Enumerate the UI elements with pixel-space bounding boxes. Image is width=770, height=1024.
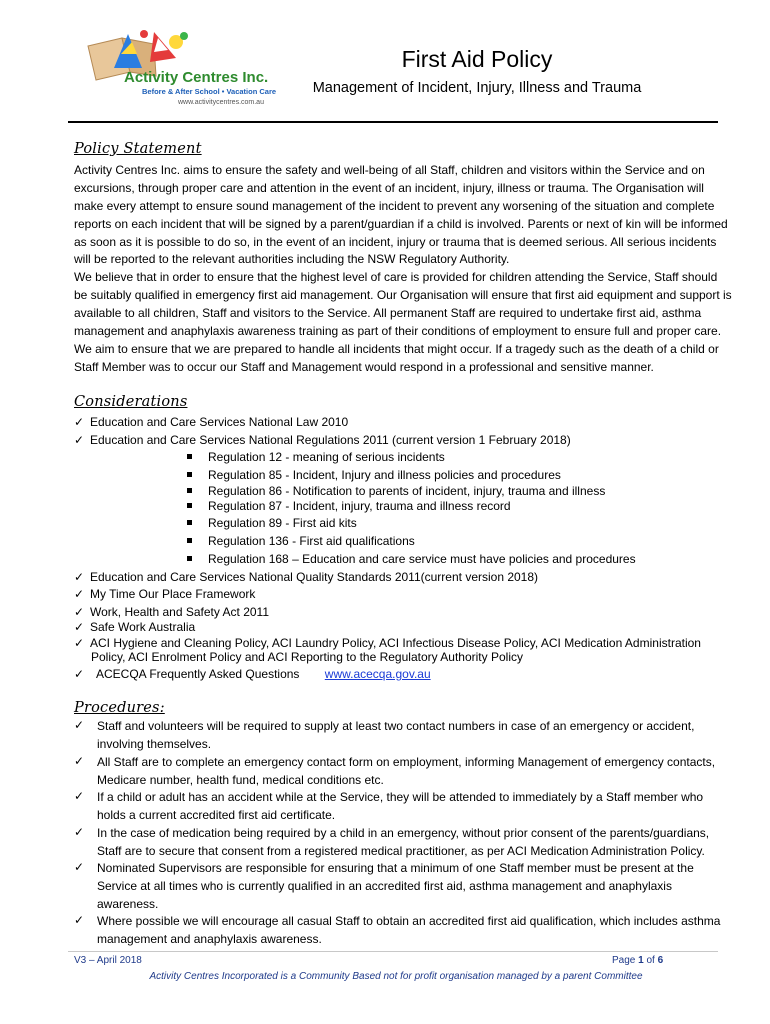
regulation-item: Regulation 89 - First aid kits bbox=[187, 516, 357, 530]
regulation-item: Regulation 12 - meaning of serious incidents bbox=[187, 450, 445, 464]
policy-line: We aim to ensure that we are prepared to handle all incidents that might occur. If a tragedy such as the death of a child or bbox=[74, 341, 719, 356]
policy-statement-body bbox=[74, 162, 732, 377]
footer-note: Activity Centres Incorporated is a Community Based not for profit organisation managed by a parent Committee bbox=[149, 971, 643, 982]
procedures-heading: Procedures: bbox=[74, 700, 165, 716]
header-divider bbox=[68, 121, 718, 123]
checkmark-icon: ✓ bbox=[74, 667, 85, 681]
regulation-item: Regulation 168 – Education and care service must have policies and procedures bbox=[187, 552, 636, 566]
logo-tagline: Before & After School • Vacation Care bbox=[142, 87, 277, 96]
logo-url: www.activitycentres.com.au bbox=[178, 99, 264, 106]
list-item: ✓ Education and Care Services National Regulations 2011 (current version 1 February 2018) bbox=[74, 433, 571, 447]
policy-line: Staff Member was to occur our Staff and Management would respond in a professional and sensitive manner. bbox=[74, 359, 654, 374]
square-bullet-icon bbox=[187, 488, 192, 493]
policy-line: as soon as it is possible to do so, in the event of an incident, injury or trauma that is deemed serious. All serious incidents bbox=[74, 234, 717, 249]
checkmark-icon: ✓ bbox=[74, 718, 85, 732]
policy-line: management and anaphylaxis awareness training as part of their conditions of employment to ensure full and proper care. bbox=[74, 324, 722, 339]
checkmark-icon: ✓ bbox=[74, 860, 85, 874]
checkmark-icon: ✓ bbox=[74, 825, 85, 839]
checkmark-icon: ✓ bbox=[74, 754, 85, 768]
regulation-item: Regulation 85 - Incident, Injury and illness policies and procedures bbox=[187, 468, 561, 482]
list-item-aci-policies: ✓ ACI Hygiene and Cleaning Policy, ACI Laundry Policy, ACI Infectious Disease Policy, ACI Medication Administration Policy, ACI Enrolment Policy and ACI Reporting to the Regulatory Authority Policy bbox=[74, 636, 701, 664]
list-item: ✓ Work, Health and Safety Act 2011 bbox=[74, 605, 269, 619]
regulation-item: Regulation 136 - First aid qualifications bbox=[187, 534, 415, 548]
square-bullet-icon bbox=[187, 454, 192, 459]
company-logo bbox=[84, 28, 280, 110]
checkmark-icon: ✓ bbox=[74, 570, 85, 584]
acecqa-link[interactable]: www.acecqa.gov.au bbox=[324, 667, 431, 681]
logo-name: Activity Centres Inc. bbox=[124, 69, 269, 86]
list-item: ✓ Education and Care Services National Law 2010 bbox=[74, 415, 349, 429]
policy-line: available to all children, Staff and visitors to the Service. All permanent Staff are required to undertake first aid, asthma bbox=[74, 306, 702, 321]
checkmark-icon: ✓ bbox=[74, 789, 85, 803]
checkmark-icon: ✓ bbox=[74, 587, 85, 601]
regulation-item: Regulation 86 - Notification to parents of incident, injury, trauma and illness bbox=[187, 484, 605, 498]
page-subtitle: Management of Incident, Injury, Illness and Trauma bbox=[312, 80, 642, 96]
logo-box-clown-icon bbox=[84, 28, 280, 110]
square-bullet-icon bbox=[187, 520, 192, 525]
checkmark-icon: ✓ bbox=[74, 636, 85, 650]
footer-version: V3 – April 2018 bbox=[74, 955, 142, 966]
square-bullet-icon bbox=[187, 472, 192, 477]
list-item: ✓ Safe Work Australia bbox=[74, 620, 196, 634]
policy-line: Activity Centres Inc. aims to ensure the safety and well-being of all Staff, children and visitors within the Service and on bbox=[74, 163, 705, 177]
list-item-acecqa: ✓ ACECQA Frequently Asked Questions www.acecqa.gov.au bbox=[74, 667, 431, 681]
policy-line: be suitably qualified in emergency first aid management. Our Organisation will ensure that first aid equipment and support is bbox=[74, 288, 732, 303]
policy-line: reports on each incident that will be signed by a parent/guardian if a child is involved. Parents or next of kin will be informed bbox=[74, 216, 728, 231]
page-title: First Aid Policy bbox=[401, 46, 553, 72]
list-item: ✓ Education and Care Services National Quality Standards 2011(current version 2018) bbox=[74, 570, 539, 584]
checkmark-icon: ✓ bbox=[74, 913, 85, 927]
policy-line: make every attempt to ensure sound management of the incident to prevent any worsening of the situation and complete bbox=[74, 198, 715, 213]
policy-line: excursions, through proper care and attention in the event of an incident, injury, illness or trauma. The Organisation will bbox=[74, 180, 704, 195]
checkmark-icon: ✓ bbox=[74, 605, 85, 619]
square-bullet-icon bbox=[187, 503, 192, 508]
checkmark-icon: ✓ bbox=[74, 433, 85, 447]
footer-divider bbox=[68, 951, 718, 952]
policy-statement-heading: Policy Statement bbox=[74, 141, 202, 157]
list-item: ✓ My Time Our Place Framework bbox=[74, 587, 256, 601]
policy-line: We believe that in order to ensure that the highest level of care is provided for children attending the Service, Staff should bbox=[74, 270, 718, 285]
checkmark-icon: ✓ bbox=[74, 620, 85, 634]
policy-line: will be reported to the relevant authorities including the NSW Regulatory Authority. bbox=[74, 252, 510, 267]
considerations-heading: Considerations bbox=[74, 394, 188, 410]
footer-page-number: Page 1 of 6 bbox=[612, 955, 664, 966]
checkmark-icon: ✓ bbox=[74, 415, 85, 429]
regulation-item: Regulation 87 - Incident, injury, trauma and illness record bbox=[187, 499, 511, 513]
square-bullet-icon bbox=[187, 556, 192, 561]
square-bullet-icon bbox=[187, 538, 192, 543]
